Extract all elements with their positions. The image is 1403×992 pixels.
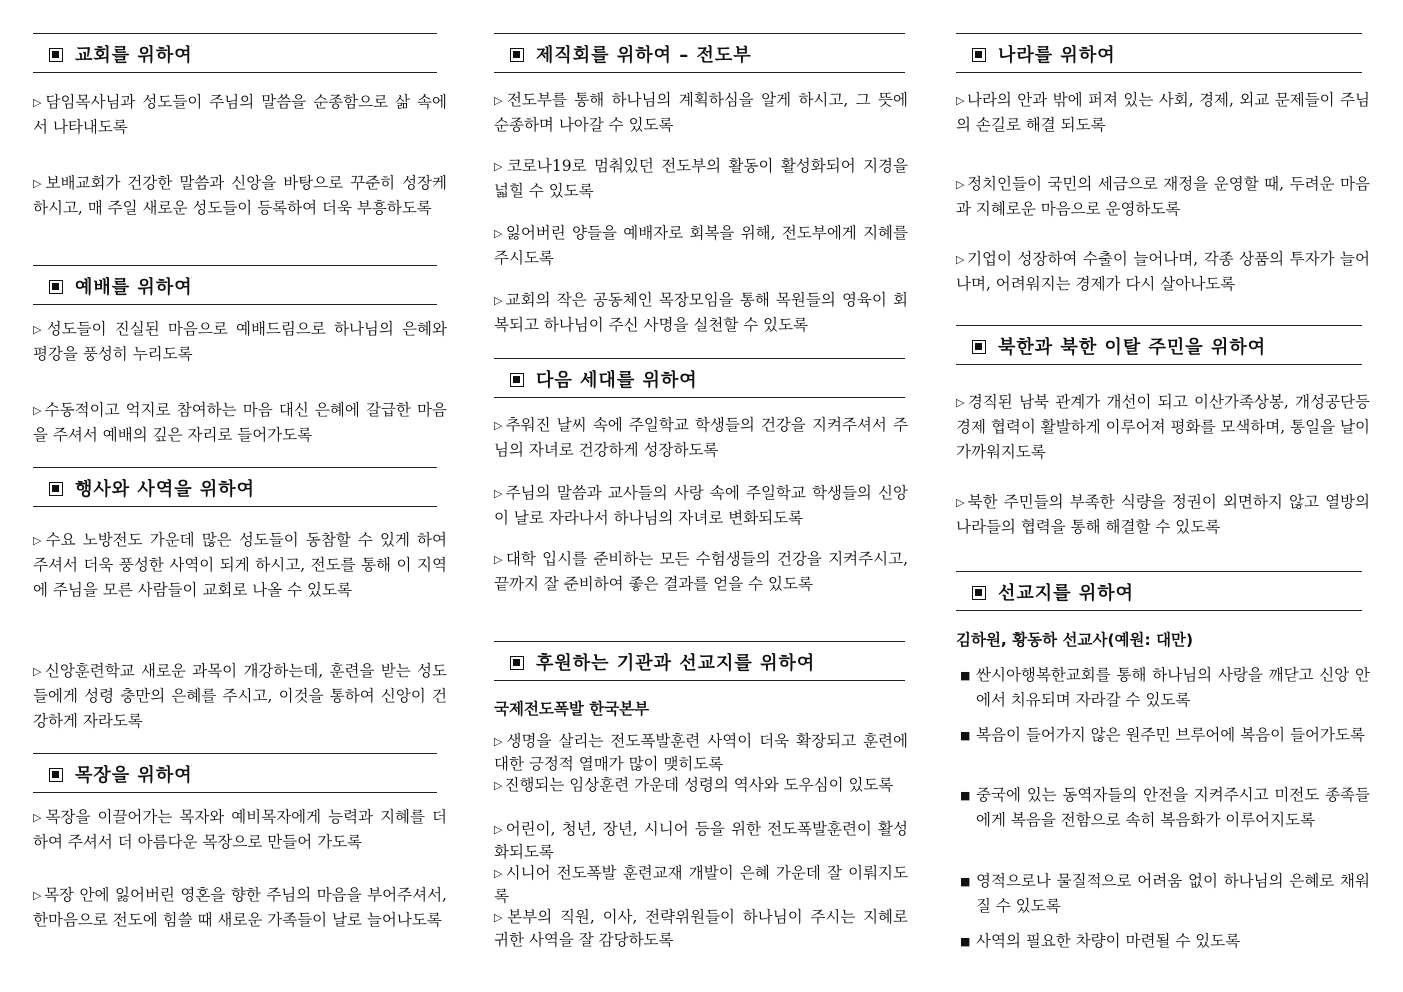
- prayer-item: ▷ 목장 안에 잃어버린 영혼을 향한 주님의 마음을 부어주셔서, 한마음으로 전도에 힘쓸 때 새로운 가족들이 날로 늘어나도록: [33, 886, 447, 929]
- prayer-item: ■ 싼시아행복한교회를 통해 하나님의 사랑을 깨닫고 신앙 안에서 치유되며 자라갈 수 있도록: [960, 663, 1370, 713]
- section-title: 행사와 사역을 위하여: [75, 479, 256, 500]
- triangle-bullet-icon: ▷: [494, 294, 504, 307]
- triangle-bullet-icon: ▷: [33, 177, 44, 190]
- section-header-nation: [956, 33, 1362, 73]
- section-title: 다음 세대를 위하여: [536, 370, 698, 391]
- prayer-item: ▷ 보배교회가 건강한 말씀과 신앙을 바탕으로 꾸준히 성장케 하시고, 매 주일 새로운 성도들이 등록하여 더욱 부흥하도록: [33, 174, 447, 217]
- triangle-bullet-icon: ▷: [956, 253, 966, 266]
- section-header-worship: [33, 265, 437, 305]
- square-bullet-icon: [510, 48, 524, 62]
- triangle-bullet-icon: ▷: [33, 889, 43, 902]
- square-bullet-icon: [49, 48, 63, 62]
- triangle-bullet-icon: ▷: [494, 735, 505, 748]
- prayer-item: ■ 복음이 들어가지 않은 원주민 브루어에 복음이 들어가도록: [960, 723, 1370, 748]
- square-bullet-icon: ■: [960, 669, 971, 682]
- triangle-bullet-icon: ▷: [494, 227, 504, 240]
- triangle-bullet-icon: ▷: [33, 404, 43, 417]
- section-header-cell-group: [33, 753, 437, 793]
- section-title: 교회를 위하여: [75, 45, 193, 66]
- triangle-bullet-icon: ▷: [494, 553, 504, 566]
- triangle-bullet-icon: ▷: [956, 496, 966, 509]
- square-bullet-icon: ■: [960, 729, 971, 742]
- prayer-item: ▷ 성도들이 진실된 마음으로 예배드림으로 하나님의 은혜와 평강을 풍성히 누리도록: [33, 320, 447, 363]
- prayer-item: ▷ 수동적이고 억지로 참여하는 마음 대신 은혜에 갈급한 마음을 주셔서 예배의 깊은 자리로 들어가도록: [33, 401, 447, 444]
- prayer-item: ■ 중국에 있는 동역자들의 안전을 지켜주시고 미전도 종족들에게 복음을 전함으로 속히 복음화가 이루어지도록: [960, 783, 1370, 833]
- prayer-item: ■ 사역의 필요한 차량이 마련될 수 있도록: [960, 929, 1370, 954]
- section-title: 선교지를 위하여: [998, 583, 1134, 604]
- section-title: 예배를 위하여: [75, 277, 193, 298]
- prayer-item: ▷ 교회의 작은 공동체인 목장모임을 통해 목원들의 영육이 회복되고 하나님이 주신 사명을 실천할 수 있도록: [494, 291, 908, 334]
- triangle-bullet-icon: ▷: [33, 323, 45, 336]
- section-header-events: [33, 467, 437, 507]
- section-header-church: [33, 33, 437, 73]
- prayer-item: ▷ 목장을 이끌어가는 목자와 예비목자에게 능력과 지혜를 더하여 주셔서 더 아름다운 목장으로 만들어 가도록: [33, 808, 447, 851]
- prayer-item: ▷ 어린이, 청년, 장년, 시니어 등을 위한 전도폭발훈련이 활성화되도록: [494, 820, 908, 861]
- triangle-bullet-icon: ▷: [956, 178, 966, 191]
- section-header-mission-field: [956, 571, 1362, 611]
- triangle-bullet-icon: ▷: [33, 811, 44, 824]
- triangle-bullet-icon: ▷: [956, 94, 965, 107]
- prayer-item: ▷ 수요 노방전도 가운데 많은 성도들이 동참할 수 있게 하여 주셔서 더욱 풍성한 사역이 되게 하시고, 전도를 통해 이 지역에 주님을 모른 사람들이 교회로 나올 수 있도록: [33, 531, 447, 599]
- prayer-item: ▷ 신앙훈련학교 새로운 과목이 개강하는데, 훈련을 받는 성도들에게 성령 충만의 은혜를 주시고, 이것을 통하여 신앙이 건강하게 자라도록: [33, 662, 447, 730]
- triangle-bullet-icon: ▷: [494, 160, 505, 173]
- section-header-north-korea: [956, 325, 1362, 365]
- prayer-item: ▷ 코로나19로 멈춰있던 전도부의 활동이 활성화되어 지경을 넓힐 수 있도록: [494, 157, 908, 200]
- prayer-item: ■ 영적으로나 물질적으로 어려움 없이 하나님의 은혜로 채워질 수 있도록: [960, 869, 1370, 919]
- square-bullet-icon: [510, 656, 524, 670]
- square-bullet-icon: [49, 768, 63, 782]
- prayer-item: ▷ 본부의 직원, 이사, 전략위원들이 하나님이 주시는 지혜로 귀한 사역을 잘 감당하도록: [494, 908, 908, 949]
- section-title: 나라를 위하여: [998, 45, 1116, 66]
- section-title: 제직회를 위하여 – 전도부: [536, 45, 752, 66]
- prayer-item: ▷ 진행되는 임상훈련 가운데 성령의 역사와 도우심이 있도록: [494, 776, 894, 794]
- square-bullet-icon: [49, 482, 63, 496]
- triangle-bullet-icon: ▷: [494, 94, 505, 107]
- section-header-evangelism: [494, 33, 905, 73]
- prayer-item: ▷ 경직된 남북 관계가 개선이 되고 이산가족상봉, 개성공단등 경제 협력이 활발하게 이루어져 평화를 모색하며, 통일을 날이 가까워지도록: [956, 393, 1370, 461]
- triangle-bullet-icon: ▷: [33, 534, 44, 547]
- triangle-bullet-icon: ▷: [956, 396, 966, 409]
- triangle-bullet-icon: ▷: [33, 96, 44, 109]
- section-header-next-generation: [494, 358, 905, 398]
- square-bullet-icon: ■: [960, 875, 971, 888]
- missionary-name: 김하원, 황동하 선교사(예원: 대만): [956, 631, 1194, 649]
- square-bullet-icon: [972, 586, 986, 600]
- prayer-item: ▷ 생명을 살리는 전도폭발훈련 사역이 더욱 확장되고 훈련에 대한 긍정적 열매가 많이 맺히도록: [494, 732, 908, 773]
- prayer-item: ▷ 주님의 말씀과 교사들의 사랑 속에 주일학교 학생들의 신앙이 날로 자라나서 하나님의 자녀로 변화되도록: [494, 484, 908, 527]
- triangle-bullet-icon: ▷: [494, 779, 503, 792]
- prayer-item: ▷ 담임목사님과 성도들이 주님의 말씀을 순종함으로 삶 속에서 나타내도록: [33, 93, 447, 136]
- square-bullet-icon: [972, 340, 986, 354]
- prayer-item: ▷ 추워진 날씨 속에 주일학교 학생들의 건강을 지켜주셔서 주님의 자녀로 건강하게 성장하도록: [494, 416, 908, 459]
- section-header-supported-missions: [494, 641, 905, 681]
- triangle-bullet-icon: ▷: [494, 911, 506, 924]
- triangle-bullet-icon: ▷: [494, 867, 504, 880]
- prayer-item: ▷ 시니어 전도폭발 훈련교재 개발이 은혜 가운데 잘 이뤄지도록: [494, 864, 908, 905]
- organization-name: 국제전도폭발 한국본부: [494, 700, 650, 718]
- prayer-item: ▷ 북한 주민들의 부족한 식량을 정권이 외면하지 않고 열방의 나라들의 협력을 통해 해결할 수 있도록: [956, 493, 1370, 536]
- square-bullet-icon: [972, 48, 986, 62]
- square-bullet-icon: [49, 280, 63, 294]
- section-title: 북한과 북한 이탈 주민을 위하여: [998, 337, 1267, 358]
- square-bullet-icon: ■: [960, 789, 971, 802]
- triangle-bullet-icon: ▷: [494, 487, 504, 500]
- prayer-item: ▷ 전도부를 통해 하나님의 계획하심을 알게 하시고, 그 뜻에 순종하며 나아갈 수 있도록: [494, 91, 909, 134]
- section-title: 후원하는 기관과 선교지를 위하여: [536, 653, 816, 674]
- square-bullet-icon: ■: [960, 935, 971, 948]
- prayer-item: ▷ 정치인들이 국민의 세금으로 재정을 운영할 때, 두려운 마음과 지혜로운 마음으로 운영하도록: [956, 175, 1370, 218]
- prayer-item: ▷ 나라의 안과 밖에 퍼져 있는 사회, 경제, 외교 문제들이 주님의 손길로 해결 되도록: [956, 91, 1371, 134]
- section-title: 목장을 위하여: [75, 765, 193, 786]
- prayer-item: ▷ 대학 입시를 준비하는 모든 수험생들의 건강을 지켜주시고, 끝까지 잘 준비하여 좋은 결과를 얻을 수 있도록: [494, 550, 908, 593]
- square-bullet-icon: [510, 373, 524, 387]
- triangle-bullet-icon: ▷: [494, 419, 504, 432]
- prayer-item: ▷ 잃어버린 양들을 예배자로 회복을 위해, 전도부에게 지혜를 주시도록: [494, 224, 908, 267]
- prayer-item: ▷ 기업이 성장하여 수출이 늘어나며, 각종 상품의 투자가 늘어나며, 어려워지는 경제가 다시 살아나도록: [956, 250, 1370, 293]
- triangle-bullet-icon: ▷: [494, 823, 504, 836]
- triangle-bullet-icon: ▷: [33, 665, 43, 678]
